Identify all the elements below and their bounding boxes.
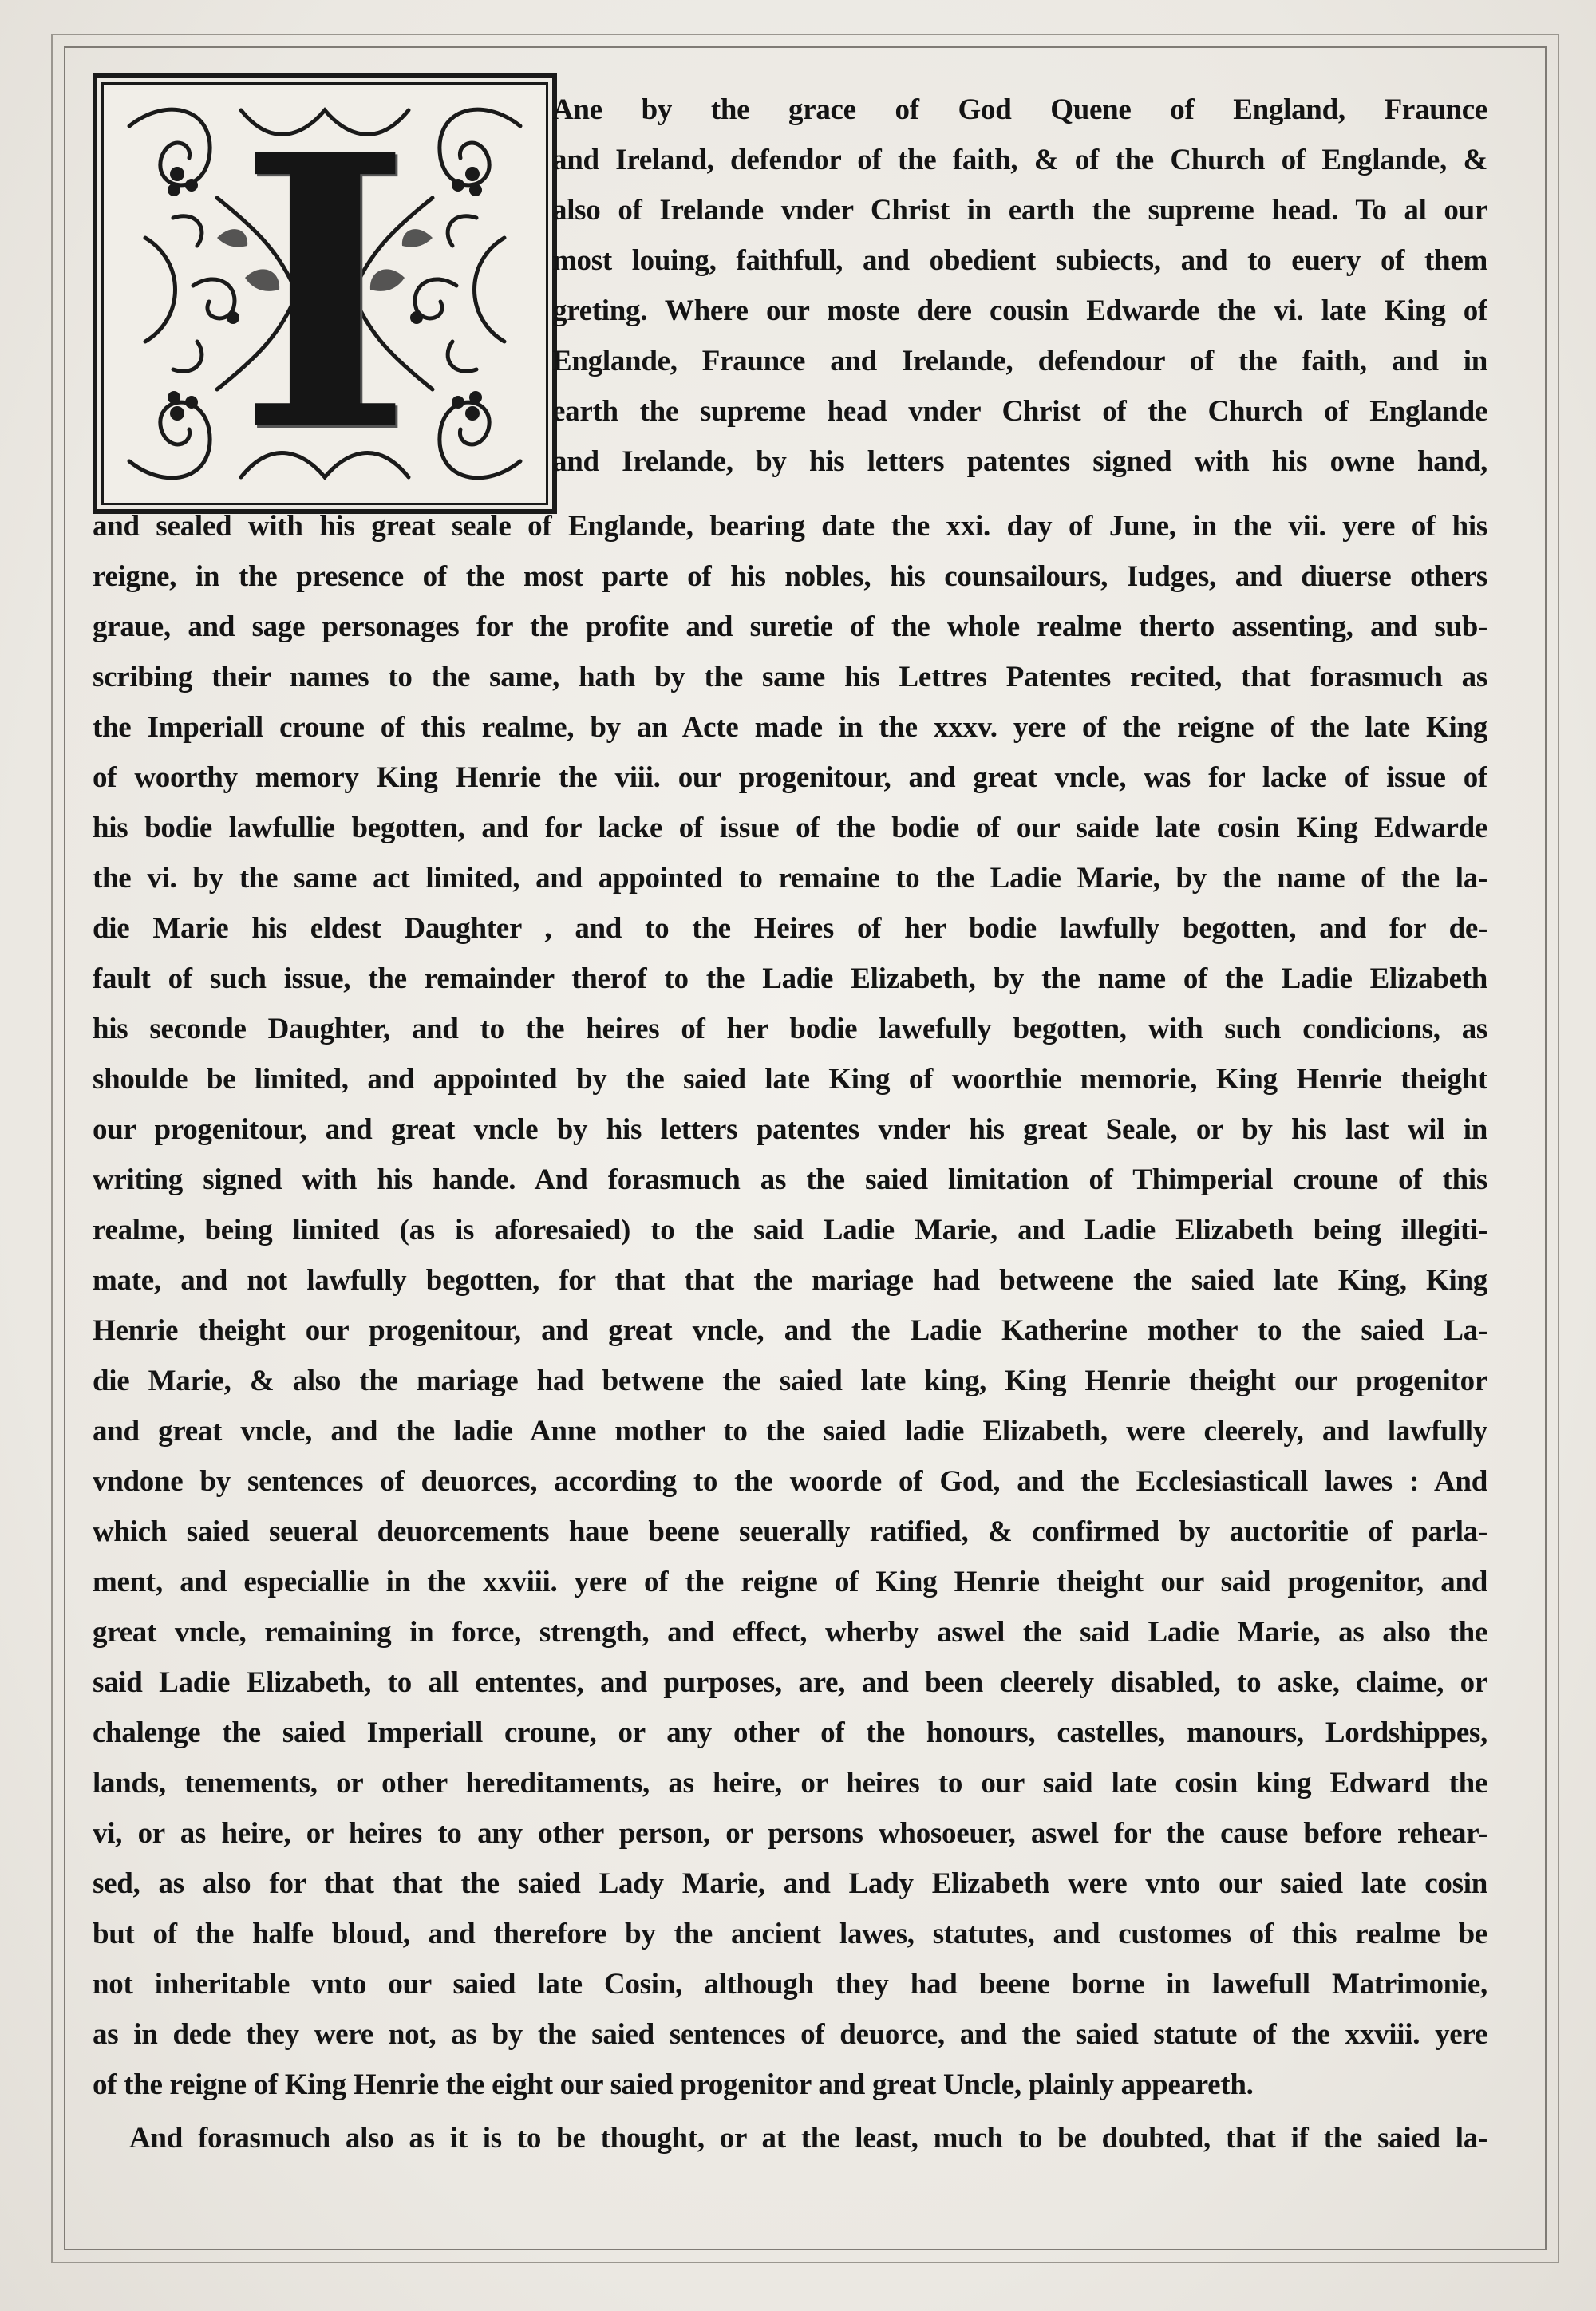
text-line: shoulde be limited, and appointed by the saied late King of woorthie memorie, King Henrie theight <box>93 1063 1487 1096</box>
text-line: said Ladie Elizabeth, to all ententes, and purposes, are, and been cleerely disabled, to aske, claime, or <box>93 1666 1487 1699</box>
text-line: reigne, in the presence of the most parte of his nobles, his counsailours, Iudges, and diuerse others <box>93 560 1487 593</box>
text-line: die Marie his eldest Daughter , and to the Heires of her bodie lawfully begotten, and for de- <box>93 912 1487 945</box>
text-line: the Imperiall croune of this realme, by an Acte made in the xxxv. yere of the reigne of the late King <box>93 711 1487 744</box>
text-line: graue, and sage personages for the profite and suretie of the whole realme therto assenting, and sub- <box>93 610 1487 643</box>
text-line: his seconde Daughter, and to the heires of her bodie lawefully begotten, with such condicions, as <box>93 1013 1487 1045</box>
text-line: greting. Where our moste dere cousin Edwarde the vi. late King of <box>552 294 1487 327</box>
text-line: ment, and especiallie in the xxviii. yere of the reigne of King Henrie theight our said progenitor, and <box>93 1566 1487 1598</box>
text-line: vndone by sentences of deuorces, according to the woorde of God, and the Ecclesiasticall lawes : And <box>93 1465 1487 1498</box>
text-line: mate, and not lawfully begotten, for that that the mariage had betweene the saied late King, King <box>93 1264 1487 1297</box>
text-line: but of the halfe bloud, and therefore by the ancient lawes, statutes, and customes of this realme be <box>93 1918 1487 1950</box>
text-line: fault of such issue, the remainder therof to the Ladie Elizabeth, by the name of the Ladie Elizabeth <box>93 962 1487 995</box>
text-line: as in dede they were not, as by the saied sentences of deuorce, and the saied statute of the xxviii. yere <box>93 2018 1487 2051</box>
text-line: his bodie lawfullie begotten, and for lacke of issue of the bodie of our saide late cosin King Edwarde <box>93 812 1487 844</box>
text-line: great vncle, remaining in force, strength, and effect, wherby aswel the said Ladie Marie, as also the <box>93 1616 1487 1649</box>
text-line: earth the supreme head vnder Christ of the Church of Englande <box>552 395 1487 428</box>
text-line: scribing their names to the same, hath by the same his Lettres Patentes recited, that forasmuch as <box>93 661 1487 693</box>
decorated-initial <box>93 73 557 514</box>
text-line: die Marie, & also the mariage had betwene the saied late king, King Henrie theight our progenitor <box>93 1365 1487 1397</box>
text-line: And forasmuch also as it is to be thought, or at the least, much to be doubted, that if the saied la- <box>129 2122 1487 2155</box>
text-line: realme, being limited (as is aforesaied) to the said Ladie Marie, and Ladie Elizabeth being illegiti- <box>93 1214 1487 1246</box>
text-line: also of Irelande vnder Christ in earth the supreme head. To al our <box>552 194 1487 227</box>
text-line: Henrie theight our progenitour, and great vncle, and the Ladie Katherine mother to the saied La- <box>93 1314 1487 1347</box>
text-line: most louing, faithfull, and obedient subiects, and to euery of them <box>552 244 1487 277</box>
text-line: vi, or as heire, or heires to any other person, or persons whosoeuer, aswel for the cause before rehear- <box>93 1817 1487 1850</box>
text-line: of woorthy memory King Henrie the viii. our progenitour, and great vncle, was for lacke of issue of <box>93 761 1487 794</box>
text-line: the vi. by the same act limited, and appointed to remaine to the Ladie Marie, by the name of the la- <box>93 862 1487 895</box>
text-line: and sealed with his great seale of Englande, bearing date the xxi. day of June, in the vii. yere of his <box>93 510 1487 543</box>
text-line: sed, as also for that that the saied Lady Marie, and Lady Elizabeth were vnto our saied late cosin <box>93 1867 1487 1900</box>
text-line: which saied seueral deuorcements haue beene seuerally ratified, & confirmed by auctoritie of parla- <box>93 1515 1487 1548</box>
text-line: lands, tenements, or other hereditaments, as heire, or heires to our said late cosin king Edward the <box>93 1767 1487 1799</box>
text-line: and great vncle, and the ladie Anne mother to the saied ladie Elizabeth, were cleerely, and lawfully <box>93 1415 1487 1448</box>
text-line: writing signed with his hande. And forasmuch as the saied limitation of Thimperial croune of this <box>93 1163 1487 1196</box>
text-line: Ane by the grace of God Quene of England, Fraunce <box>552 93 1487 126</box>
text-line: our progenitour, and great vncle by his letters patentes vnder his great Seale, or by his last wil in <box>93 1113 1487 1146</box>
text-line: of the reigne of King Henrie the eight our saied progenitor and great Uncle, plainly appeareth. <box>93 2068 1254 2101</box>
text-line: and Irelande, by his letters patentes signed with his owne hand, <box>552 445 1487 478</box>
text-line: Englande, Fraunce and Irelande, defendour of the faith, and in <box>552 345 1487 377</box>
text-line: chalenge the saied Imperiall croune, or any other of the honours, castelles, manours, Lordshippes, <box>93 1716 1487 1749</box>
text-line: not inheritable vnto our saied late Cosin, although they had beene borne in lawefull Matrimonie, <box>93 1968 1487 2001</box>
text-line: and Ireland, defendor of the faith, & of the Church of Englande, & <box>552 144 1487 176</box>
initial-letter: I <box>237 73 413 514</box>
